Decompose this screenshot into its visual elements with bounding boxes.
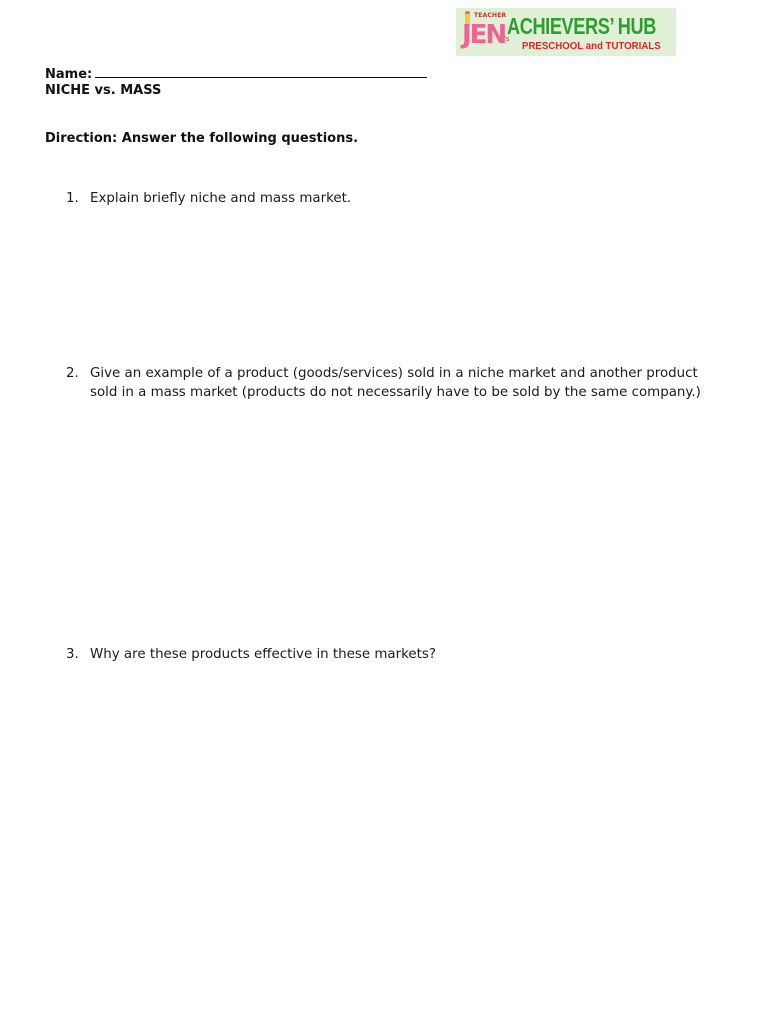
logo-subtitle: PRESCHOOL and TUTORIALS <box>522 40 661 52</box>
question-item <box>66 364 726 402</box>
question-item <box>66 189 726 208</box>
worksheet-direction: Direction: Answer the following questions. <box>45 131 359 146</box>
question-number: 2. <box>66 366 79 381</box>
name-field <box>45 65 427 82</box>
logo-name-mark: JEN <box>462 20 506 50</box>
worksheet-topic: NICHE vs. MASS <box>45 83 162 98</box>
logo-apostrophe: 's <box>504 35 510 43</box>
question-number: 1. <box>66 191 79 206</box>
teacher-jen-logo-mark <box>460 11 508 53</box>
question-number: 3. <box>66 647 79 662</box>
question-text: Give an example of a product (goods/services) sold in a niche market and another product sold in a mass market (products do not necessarily have to be sold by the same company.) <box>90 366 701 400</box>
achievers-hub-logo <box>456 8 676 56</box>
question-item <box>66 645 726 664</box>
question-text: Explain briefly niche and mass market. <box>90 191 352 206</box>
name-blank-line[interactable] <box>95 65 427 78</box>
question-text: Why are these products effective in these markets? <box>90 647 436 662</box>
logo-teacher-label: TEACHER <box>474 12 507 19</box>
name-label: Name: <box>45 67 93 82</box>
logo-title: ACHIEVERS’ HUB <box>507 13 656 39</box>
